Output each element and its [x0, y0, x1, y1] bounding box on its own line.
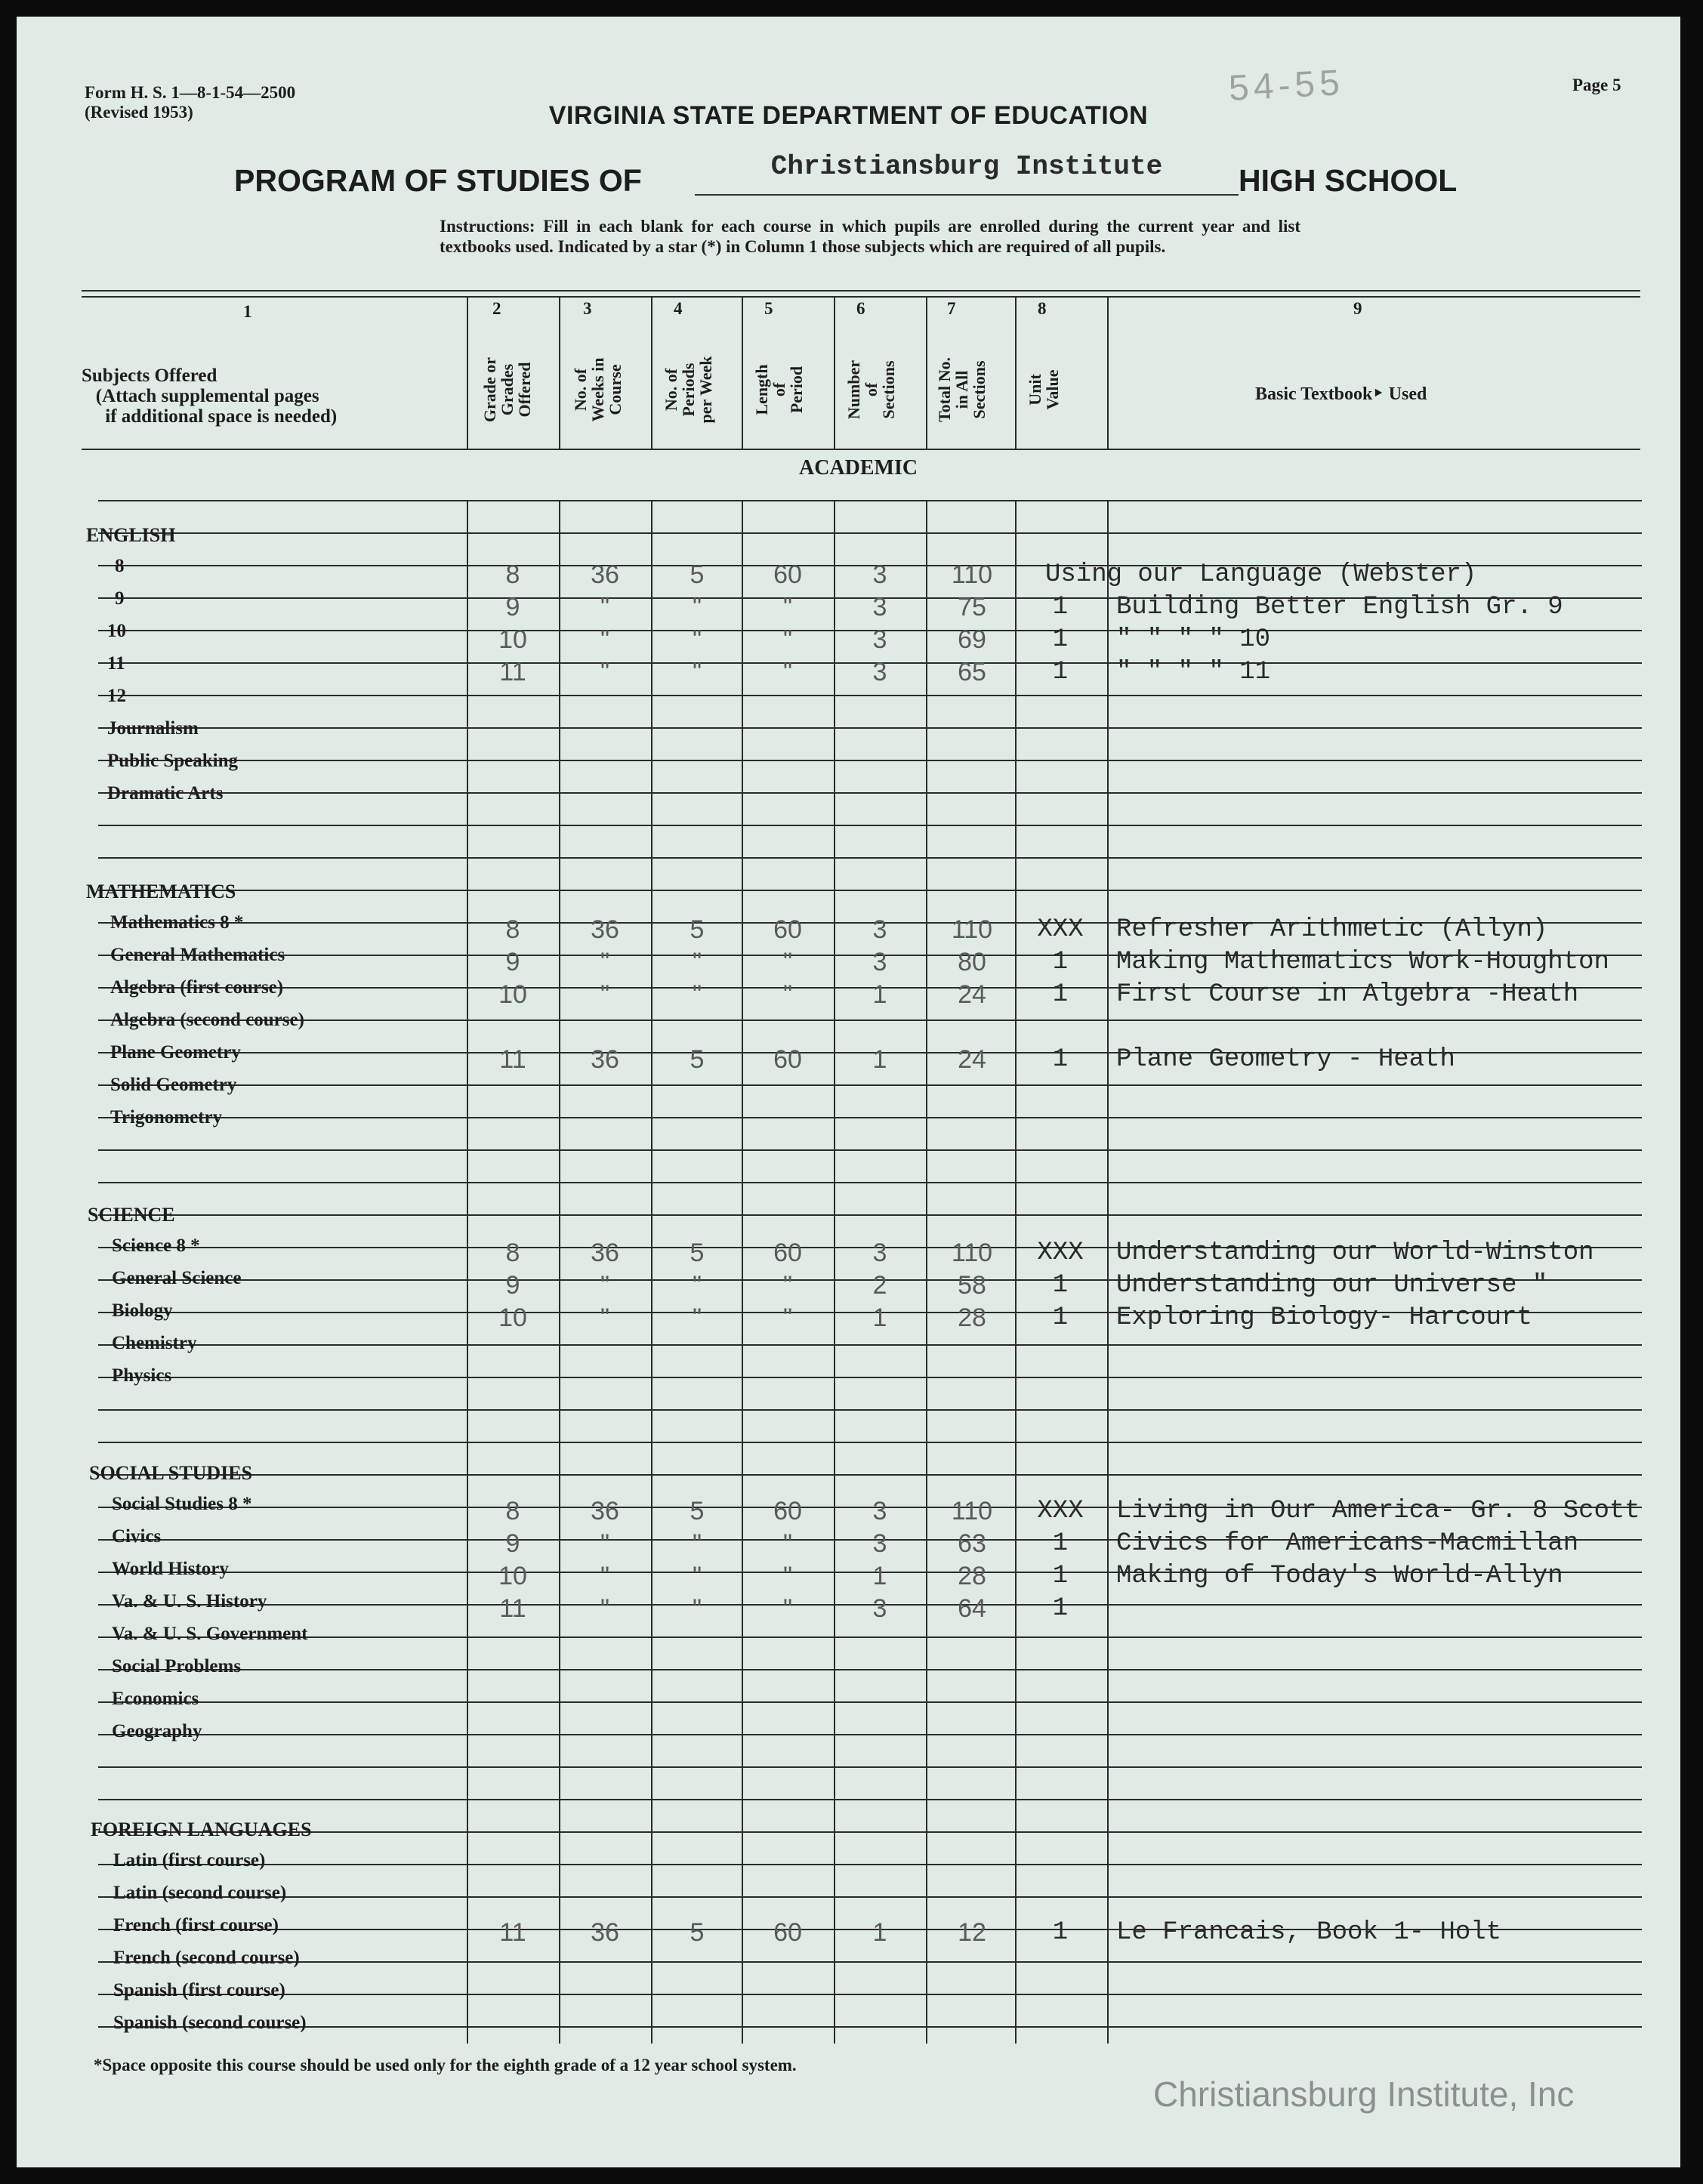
cell-length: 60 — [773, 1497, 802, 1525]
cell-periods: " — [692, 1594, 702, 1623]
col-number-7: 7 — [947, 299, 956, 318]
cell-textbook: Understanding our Universe " — [1116, 1271, 1548, 1300]
cell-total: 58 — [958, 1271, 986, 1300]
department-title: VIRGINIA STATE DEPARTMENT OF EDUCATION — [548, 101, 1149, 130]
cell-length: " — [782, 658, 793, 686]
cell-length: 60 — [773, 560, 802, 589]
cell-grade: 10 — [498, 980, 527, 1009]
list-item: Science 8 * — [112, 1235, 200, 1256]
cell-grade: 8 — [505, 1239, 520, 1267]
list-item: Spanish (second course) — [113, 2013, 307, 2033]
school-name: Christiansburg Institute — [770, 151, 1163, 182]
section-english: ENGLISH — [86, 524, 176, 546]
cell-sections: 3 — [872, 1594, 887, 1623]
cell-sections: 3 — [872, 1497, 887, 1525]
cell-periods: " — [692, 1303, 702, 1332]
list-item: Plane Geometry — [110, 1042, 241, 1063]
cell-textbook: Le Francais, Book 1- Holt — [1116, 1918, 1502, 1947]
cell-total: 64 — [958, 1594, 986, 1623]
row-rule — [98, 1149, 1642, 1151]
cell-weeks: " — [600, 658, 610, 686]
page-number: Page 5 — [1572, 76, 1621, 94]
col-number-9: 9 — [1353, 299, 1362, 318]
cell-grade: 11 — [499, 1918, 526, 1947]
row-rule — [98, 695, 1642, 696]
cell-total: 75 — [958, 593, 986, 622]
row-rule — [98, 1377, 1642, 1378]
form-number-text: Form H. S. 1—8-1-54—2500 — [85, 83, 296, 102]
cell-textbook: Exploring Biology- Harcourt — [1116, 1303, 1532, 1332]
cell-unit: 1 — [1052, 593, 1069, 622]
cell-length: " — [782, 1271, 793, 1300]
column-rule — [1107, 500, 1109, 2044]
col-unit-header: Unit Value — [1026, 369, 1062, 410]
list-item: 12 — [107, 686, 126, 706]
col-grades-header: Grade or Grades Offered — [480, 356, 534, 423]
revised-text: (Revised 1953) — [85, 103, 193, 122]
col-number-2: 2 — [492, 299, 501, 318]
cell-periods: 5 — [690, 1918, 705, 1947]
cell-length: 60 — [773, 1239, 802, 1267]
header-rule-top2 — [82, 296, 1640, 298]
row-rule — [98, 1020, 1642, 1021]
column-rule — [742, 500, 743, 2044]
cell-total: 12 — [958, 1918, 986, 1947]
row-rule — [98, 1799, 1642, 1800]
cell-length: 60 — [773, 915, 802, 944]
cell-grade: 9 — [505, 593, 520, 622]
list-item: Physics — [112, 1365, 172, 1386]
cell-textbook: Living in Our America- Gr. 8 Scott — [1116, 1497, 1640, 1525]
cell-weeks: " — [600, 593, 610, 622]
row-rule — [98, 1734, 1642, 1735]
cell-periods: " — [692, 948, 702, 976]
row-rule — [98, 500, 1642, 501]
cell-textbook: Building Better English Gr. 9 — [1116, 593, 1563, 622]
column-rule — [834, 500, 835, 2044]
cell-total: 69 — [958, 625, 986, 654]
cell-unit: 1 — [1052, 625, 1069, 654]
cell-sections: 1 — [872, 1303, 887, 1332]
cell-length: " — [782, 948, 793, 976]
cell-total: 24 — [958, 1045, 986, 1074]
col-number-1: 1 — [243, 302, 252, 321]
cell-unit: 1 — [1052, 980, 1069, 1009]
col-sections-header: Number of Sections — [844, 359, 898, 420]
vline — [834, 298, 835, 449]
instructions: Instructions: Fill in each blank for each course in which pupils are enrolled during the current year and list textbooks used. Indicated by a star (*) in Column 1 those subjects which are required of all pupils. — [440, 217, 1300, 256]
list-item: Civics — [112, 1526, 162, 1547]
col-number-8: 8 — [1038, 299, 1047, 318]
vline — [742, 298, 743, 449]
title-suffix: HIGH SCHOOL — [1239, 163, 1458, 198]
cell-grade: 10 — [498, 625, 527, 654]
cell-sections: 1 — [872, 1045, 887, 1074]
section-mathematics: MATHEMATICS — [86, 881, 236, 902]
list-item: Algebra (first course) — [110, 977, 284, 998]
cell-grade: 9 — [505, 948, 520, 976]
cell-periods: " — [692, 1271, 702, 1300]
section-science: SCIENCE — [88, 1204, 175, 1226]
row-rule — [98, 857, 1642, 859]
cell-grade: 10 — [498, 1303, 527, 1332]
cell-total: 28 — [958, 1562, 986, 1590]
column-rule — [926, 500, 927, 2044]
vline — [559, 298, 560, 449]
cell-weeks: 36 — [591, 560, 619, 589]
list-item: Algebra (second course) — [110, 1010, 304, 1030]
cell-total: 110 — [951, 1239, 993, 1267]
list-item: French (second course) — [113, 1948, 300, 1968]
cell-periods: 5 — [690, 1045, 705, 1074]
pencil-note: 54-55 — [1227, 63, 1346, 109]
cell-textbook: Understanding our World-Winston — [1116, 1239, 1594, 1267]
row-rule — [98, 1961, 1642, 1963]
cell-length: 60 — [773, 1045, 802, 1074]
cell-periods: 5 — [690, 915, 705, 944]
cell-unit: 1 — [1052, 1594, 1069, 1623]
cell-unit: XXX — [1037, 1239, 1084, 1267]
cell-periods: " — [692, 1529, 702, 1558]
list-item: World History — [112, 1559, 229, 1579]
column-rule — [1015, 500, 1017, 2044]
row-rule — [98, 1831, 1642, 1833]
cell-weeks: " — [600, 625, 610, 654]
cell-periods: 5 — [690, 560, 705, 589]
cell-length: " — [782, 1529, 793, 1558]
row-rule — [98, 1117, 1642, 1118]
list-item: Geography — [112, 1721, 202, 1741]
cell-grade: 11 — [499, 658, 526, 686]
vline — [467, 298, 468, 449]
list-item: Solid Geometry — [110, 1075, 237, 1095]
cell-textbook: Making of Today's World-Allyn — [1116, 1562, 1563, 1590]
row-rule — [98, 2026, 1642, 2028]
cell-sections: 3 — [872, 625, 887, 654]
cell-length: " — [782, 625, 793, 654]
form-page — [17, 17, 1680, 2167]
row-rule — [98, 1701, 1642, 1703]
footnote: *Space opposite this course should be used only for the eighth grade of a 12 year school system. — [94, 2056, 797, 2074]
title-prefix: PROGRAM OF STUDIES OF — [234, 163, 642, 198]
cell-unit: 1 — [1052, 1918, 1069, 1947]
row-rule — [98, 1994, 1642, 1995]
row-rule — [98, 1442, 1642, 1443]
col-periods-header: No. of Periods per Week — [662, 356, 715, 424]
col-number-6: 6 — [856, 299, 865, 318]
list-item: General Mathematics — [110, 945, 285, 965]
cell-periods: 5 — [690, 1497, 705, 1525]
cell-sections: 3 — [872, 593, 887, 622]
cell-sections: 3 — [872, 915, 887, 944]
cell-length: " — [782, 980, 793, 1009]
list-item: 11 — [107, 653, 125, 674]
cell-weeks: 36 — [591, 915, 619, 944]
row-rule — [98, 1409, 1642, 1411]
cell-sections: 1 — [872, 1562, 887, 1590]
cell-weeks: 36 — [591, 1497, 619, 1525]
list-item: Chemistry — [112, 1333, 197, 1353]
cell-weeks: " — [600, 1303, 610, 1332]
cell-sections: 3 — [872, 560, 887, 589]
cell-textbook: Making Mathematics Work-Houghton — [1116, 948, 1609, 976]
cell-sections: 1 — [872, 1918, 887, 1947]
row-rule — [98, 1864, 1642, 1865]
watermark: Christiansburg Institute, Inc — [1153, 2074, 1575, 2114]
cell-textbook: " " " " 11 — [1116, 658, 1271, 686]
cell-weeks: 36 — [591, 1239, 619, 1267]
cell-total: 24 — [958, 980, 986, 1009]
cell-grade: 10 — [498, 1562, 527, 1590]
cell-total: 63 — [958, 1529, 986, 1558]
col-textbook-header: Basic Textbook‣ Used — [1255, 384, 1427, 404]
column-rule — [559, 500, 560, 2044]
row-rule — [98, 825, 1642, 826]
cell-unit: 1 — [1052, 1529, 1069, 1558]
col-length-header: Length of Period — [752, 364, 806, 415]
list-item: Latin (second course) — [113, 1883, 287, 1903]
cell-unit: 1 — [1052, 1303, 1069, 1332]
cell-textbook: Civics for Americans-Macmillan — [1116, 1529, 1579, 1558]
row-rule — [98, 1214, 1642, 1216]
row-rule — [98, 727, 1642, 729]
cell-length: " — [782, 1594, 793, 1623]
list-item: Social Studies 8 * — [112, 1494, 252, 1514]
cell-grade: 11 — [499, 1045, 526, 1074]
cell-weeks: 36 — [591, 1918, 619, 1947]
cell-weeks: " — [600, 980, 610, 1009]
cell-sections: 2 — [872, 1271, 887, 1300]
col-number-5: 5 — [764, 299, 773, 318]
cell-total: 110 — [951, 915, 993, 944]
column-rule — [651, 500, 653, 2044]
col-weeks-header: No. of Weeks in Course — [571, 357, 625, 422]
cell-total: 28 — [958, 1303, 986, 1332]
cell-textbook: First Course in Algebra -Heath — [1116, 980, 1579, 1009]
cell-grade: 8 — [505, 1497, 520, 1525]
cell-grade: 9 — [505, 1271, 520, 1300]
row-rule — [98, 1084, 1642, 1086]
cell-periods: " — [692, 980, 702, 1009]
cell-periods: 5 — [690, 1239, 705, 1267]
list-item: Public Speaking — [107, 751, 238, 771]
row-rule — [98, 890, 1642, 891]
list-item: Trigonometry — [110, 1107, 223, 1127]
list-item: Mathematics 8 * — [110, 912, 244, 933]
vline — [651, 298, 653, 449]
col-number-4: 4 — [674, 299, 683, 318]
cell-length: " — [782, 593, 793, 622]
cell-grade: 8 — [505, 915, 520, 944]
col-number-3: 3 — [583, 299, 592, 318]
list-item: Dramatic Arts — [107, 783, 224, 804]
list-item: Spanish (first course) — [113, 1980, 285, 2000]
row-rule — [98, 532, 1642, 534]
cell-weeks: " — [600, 1562, 610, 1590]
row-rule — [98, 1182, 1642, 1183]
row-rule — [98, 1896, 1642, 1898]
cell-textbook: Refresher Arithmetic (Allyn) — [1116, 915, 1548, 944]
list-item: Economics — [112, 1689, 199, 1709]
list-item: French (first course) — [113, 1915, 279, 1936]
cell-sections: 3 — [872, 658, 887, 686]
list-item: Biology — [112, 1300, 173, 1321]
list-item: Social Problems — [112, 1656, 242, 1677]
cell-total: 110 — [951, 560, 993, 589]
col-total-header: Total No. in All Sections — [935, 357, 989, 422]
academic-label: ACADEMIC — [799, 456, 918, 480]
cell-unit: 1 — [1052, 658, 1069, 686]
cell-weeks: 36 — [591, 1045, 619, 1074]
section-social-studies: SOCIAL STUDIES — [89, 1462, 253, 1484]
list-item: Va. & U. S. Government — [112, 1624, 308, 1644]
subjects-header: Subjects Offered (Attach supplemental pages if additional space is needed) — [82, 366, 338, 427]
row-rule — [98, 760, 1642, 761]
list-item: Journalism — [107, 718, 199, 739]
cell-total: 80 — [958, 948, 986, 976]
cell-unit: 1 — [1052, 948, 1069, 976]
cell-sections: 1 — [872, 980, 887, 1009]
cell-unit: 1 — [1052, 1562, 1069, 1590]
list-item: 9 — [115, 588, 125, 609]
cell-length: " — [782, 1562, 793, 1590]
cell-weeks: " — [600, 1271, 610, 1300]
section-foreign-languages: FOREIGN LANGUAGES — [91, 1818, 312, 1840]
cell-weeks: " — [600, 1529, 610, 1558]
cell-total: 65 — [958, 658, 986, 686]
row-rule — [98, 1344, 1642, 1346]
row-rule — [98, 1669, 1642, 1670]
cell-unit: XXX — [1037, 1497, 1084, 1525]
cell-sections: 3 — [872, 1529, 887, 1558]
list-item: 10 — [107, 621, 126, 641]
list-item: Latin (first course) — [113, 1850, 266, 1871]
cell-unit: 1 — [1052, 1271, 1069, 1300]
cell-sections: 3 — [872, 948, 887, 976]
list-item: Va. & U. S. History — [112, 1591, 267, 1612]
header-rule-top — [82, 290, 1640, 292]
vline — [1107, 298, 1109, 449]
column-rule — [467, 500, 468, 2044]
cell-periods: " — [692, 593, 702, 622]
cell-textbook: " " " " 10 — [1116, 625, 1271, 654]
row-rule — [98, 1474, 1642, 1476]
row-rule — [98, 1636, 1642, 1638]
row-rule — [98, 792, 1642, 794]
cell-periods: " — [692, 625, 702, 654]
cell-weeks: " — [600, 948, 610, 976]
cell-length: 60 — [773, 1918, 802, 1947]
cell-weeks: " — [600, 1594, 610, 1623]
school-name-line — [695, 194, 1239, 196]
list-item: 8 — [115, 556, 125, 576]
row-rule — [98, 1766, 1642, 1768]
cell-grade: 9 — [505, 1529, 520, 1558]
cell-unit: XXX — [1037, 915, 1084, 944]
cell-total: 110 — [951, 1497, 993, 1525]
vline — [926, 298, 927, 449]
cell-grade: 8 — [505, 560, 520, 589]
vline — [1015, 298, 1017, 449]
cell-sections: 3 — [872, 1239, 887, 1267]
cell-textbook: Using our Language (Webster) — [1045, 560, 1477, 589]
cell-unit: 1 — [1052, 1045, 1069, 1074]
cell-periods: " — [692, 1562, 702, 1590]
cell-length: " — [782, 1303, 793, 1332]
cell-textbook: Plane Geometry - Heath — [1116, 1045, 1455, 1074]
cell-grade: 11 — [499, 1594, 526, 1623]
list-item: General Science — [112, 1268, 242, 1288]
cell-periods: " — [692, 658, 702, 686]
